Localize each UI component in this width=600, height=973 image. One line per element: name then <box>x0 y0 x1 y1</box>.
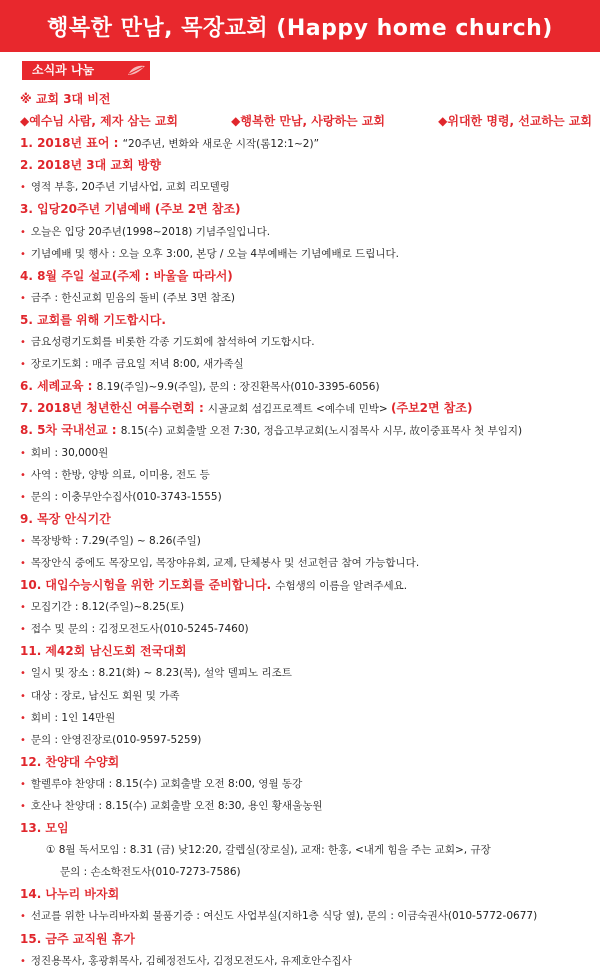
notice-list <box>20 88 592 972</box>
section-tag <box>22 61 150 80</box>
section-heading: 8. 5차 국내선교 : <box>20 423 121 438</box>
page-title: 행복한 만남, 목장교회 (Happy home church) <box>47 15 553 41</box>
list-item <box>20 464 592 486</box>
bullet-icon: • <box>20 491 26 503</box>
list-item-text: 회비 : 1인 14만원 <box>30 711 116 724</box>
bullet-icon: • <box>20 469 26 481</box>
bullet-icon: • <box>20 602 26 614</box>
bullet-icon: • <box>20 248 26 260</box>
section-heading: 4. 8월 주일 설교(주제 : 바울을 따라서) <box>20 268 233 283</box>
bullet-icon: • <box>20 801 26 812</box>
section-heading: 9. 목장 안식기간 <box>20 511 111 526</box>
list-item <box>20 287 592 309</box>
section-6 <box>20 375 592 397</box>
bullet-icon: • <box>20 955 26 967</box>
section-7 <box>20 397 592 419</box>
bullet-icon: • <box>20 447 26 459</box>
section-heading: 1. 2018년 표어 : <box>20 136 123 151</box>
list-item <box>20 950 592 972</box>
list-item <box>20 861 592 883</box>
section-heading: 3. 입당20주년 기념예배 (주보 2면 참조) <box>20 202 241 217</box>
section-tag-label: 소식과 나눔 <box>32 63 95 77</box>
vision-item: ◆위대한 명령, 선교하는 교회 <box>438 114 592 129</box>
list-item <box>20 905 592 927</box>
section-text: 시골교회 섬김프로젝트 <예수네 민박> <box>207 403 392 416</box>
bullet-icon: • <box>20 182 26 194</box>
list-item-text: 목장방학 : 7.29(주일) ~ 8.26(주일) <box>30 534 201 547</box>
section-heading: 2. 2018년 3대 교회 방향 <box>20 158 161 173</box>
list-item <box>20 707 592 729</box>
list-item <box>20 795 592 817</box>
vision-title: ※ 교회 3대 비전 <box>20 92 111 106</box>
bullet-icon: • <box>20 690 26 702</box>
bullet-icon: • <box>20 668 26 680</box>
bullet-icon: • <box>20 911 26 923</box>
list-item-text: 오늘은 입당 20주년(1998~2018) 기념주일입니다. <box>30 225 271 238</box>
list-item-text: 일시 및 장소 : 8.21(화) ~ 8.23(목), 설악 델피노 리조트 <box>30 667 292 680</box>
list-item-text: 금요성령기도회를 비롯한 각종 기도회에 참석하여 기도합시다. <box>30 336 315 349</box>
leaf-icon <box>126 64 146 77</box>
list-item-text: 모집기간 : 8.12(주일)~8.25(토) <box>30 601 185 614</box>
bullet-icon: • <box>20 624 26 636</box>
bullet-icon: • <box>20 337 26 349</box>
section-heading: 15. 금주 교직원 휴가 <box>20 931 135 946</box>
section-heading: 10. 대입수능시험을 위한 기도회를 준비합니다. <box>20 578 276 593</box>
list-item <box>20 530 592 552</box>
list-item <box>20 331 592 353</box>
list-item <box>20 662 592 684</box>
vision-item: ◆행복한 만남, 사랑하는 교회 <box>231 114 385 129</box>
list-item <box>20 773 592 795</box>
section-text: “20주년, 변화와 새로운 시작(롬12:1~2)” <box>122 138 320 151</box>
list-item <box>20 486 592 508</box>
section-heading: 5. 교회를 위해 기도합시다. <box>20 312 166 327</box>
list-item-text: 선교를 위한 나누리바자회 물품기증 : 여신도 사업부실(지하1층 식당 옆), 문의 : 이금숙권사(010-5772-0677) <box>30 910 538 923</box>
section-heading: 13. 모임 <box>20 821 69 836</box>
list-item <box>20 221 592 243</box>
bullet-icon: • <box>20 226 26 238</box>
list-item-text: 금주 : 한신교회 믿음의 돌비 (주보 3면 참조) <box>30 291 235 304</box>
list-item-text: ① 8월 독서모임 : 8.31 (금) 낮12:20, 갈렙실(장로실), 교재: 한홍, <내게 힘을 주는 교회>, 규장 <box>46 844 491 857</box>
list-item <box>20 618 592 640</box>
list-item <box>20 729 592 751</box>
list-item <box>20 442 592 464</box>
section-heading: 7. 2018년 청년한신 여름수련회 : <box>20 401 208 416</box>
list-item-text: 정진용목사, 홍광휘목사, 김혜정전도사, 김정모전도사, 유제호안수집사 <box>30 954 352 967</box>
bullet-icon: • <box>20 557 26 569</box>
list-item <box>20 839 592 861</box>
list-item <box>20 243 592 265</box>
list-item-text: 문의 : 안영진장로(010-9597-5259) <box>30 733 202 746</box>
list-item-text: 장로기도회 : 매주 금요일 저녁 8:00, 새가족실 <box>30 358 244 371</box>
bullet-icon: • <box>20 778 26 790</box>
list-item <box>20 353 592 375</box>
section-8 <box>20 419 592 441</box>
list-item-text: 목장안식 중에도 목장모임, 목장야유회, 교제, 단체봉사 및 선교헌금 참여 가능합니다. <box>30 556 420 569</box>
bullet-icon: • <box>20 712 26 724</box>
list-item-text: 대상 : 장로, 남신도 회원 및 가족 <box>30 689 180 702</box>
list-item-text: 사역 : 한방, 양방 의료, 이미용, 전도 등 <box>30 468 210 481</box>
list-item-text: 호산나 찬양대 : 8.15(수) 교회출발 오전 8:30, 용인 황새울농원 <box>30 800 323 812</box>
section-text: 수험생의 이름을 알려주세요. <box>275 580 408 593</box>
section-heading: 12. 찬양대 수양회 <box>20 754 120 769</box>
list-item-text: 할렐루야 찬양대 : 8.15(수) 교회출발 오전 8:00, 영월 동강 <box>30 777 303 790</box>
section-text: 8.19(주일)~9.9(주일), 문의 : 장진환목사(010-3395-6056) <box>96 381 380 394</box>
section-heading: 6. 세례교육 : <box>20 379 97 394</box>
list-item <box>20 596 592 618</box>
vision-items <box>20 110 592 132</box>
section-heading: 11. 제42회 남신도회 전국대회 <box>20 644 187 659</box>
list-item-text: 회비 : 30,000원 <box>30 446 109 459</box>
list-item-text: 영적 부흥, 20주년 기념사업, 교회 리모델링 <box>30 181 230 194</box>
list-item-text: 기념예배 및 행사 : 오늘 오후 3:00, 본당 / 오늘 4부예배는 기념예배로 드립니다. <box>30 247 399 260</box>
list-item <box>20 552 592 574</box>
list-item-text: 문의 : 손소학전도사(010-7273-7586) <box>60 866 241 879</box>
page-banner <box>0 0 600 52</box>
list-item <box>20 176 592 198</box>
bullet-icon: • <box>20 734 26 746</box>
section-10 <box>20 574 592 596</box>
section-heading: 14. 나누리 바자회 <box>20 887 120 902</box>
section-note: (주보2면 참조) <box>391 401 473 416</box>
bullet-icon: • <box>20 292 26 304</box>
list-item <box>20 685 592 707</box>
list-item-text: 문의 : 이충무안수집사(010-3743-1555) <box>30 490 222 503</box>
list-item-text: 접수 및 문의 : 김정모전도사(010-5245-7460) <box>30 623 249 636</box>
section-1 <box>20 132 592 154</box>
bullet-icon: • <box>20 359 26 371</box>
vision-item: ◆예수님 사람, 제자 삼는 교회 <box>20 114 179 129</box>
section-text: 8.15(수) 교회출발 오전 7:30, 정읍고부교회(노시점목사 시무, 故이중표목사 첫 부임지) <box>120 425 523 438</box>
bullet-icon: • <box>20 535 26 547</box>
